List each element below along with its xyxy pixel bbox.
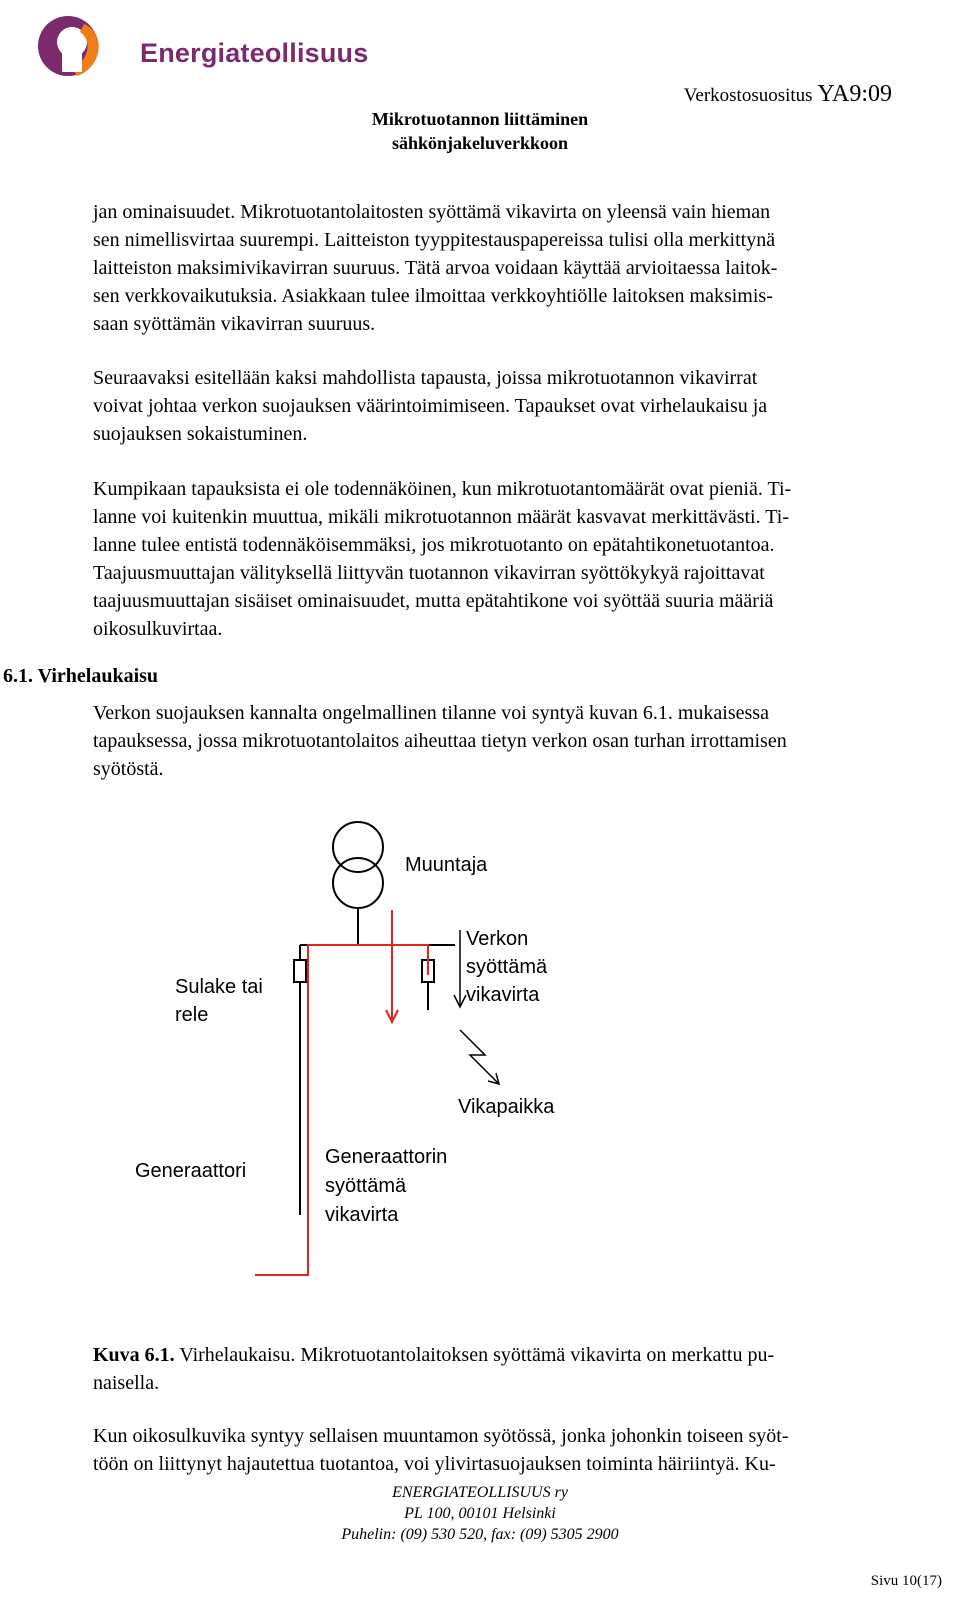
text-line: Seuraavaksi esitellään kaksi mahdollista tapausta, joissa mikrotuotannon vikavirrat [93,367,758,389]
label-generaattori: Generaattori [135,1160,247,1182]
text-line: sen verkkovaikutuksia. Asiakkaan tulee ilmoittaa verkkoyhtiölle laitoksen maksimis- [93,285,773,307]
document-title [300,107,660,155]
figure-virhelaukaisu [130,815,590,1285]
text-line: oikosulkuvirtaa. [93,618,223,640]
transformer-icon [333,822,383,908]
text-line: töön on liittynyt hajautettua tuotantoa, voi ylivirtasuojauksen toiminta häiriintyä. Ku- [93,1453,776,1475]
fault-lightning-icon [460,1030,498,1083]
paragraph-1 [93,198,923,338]
recommendation-code [684,81,892,108]
caption-label: Kuva 6.1. [93,1344,175,1366]
caption-text: naisella. [93,1372,160,1394]
label-verkon-1: Verkon [466,928,529,950]
label-sulake-1: Sulake tai [175,976,263,998]
footer-phone: Puhelin: (09) 530 520, fax: (09) 5305 2900 [341,1526,619,1543]
label-muuntaja: Muuntaja [405,854,488,876]
label-sulake-2: rele [175,1004,209,1026]
text-line: Taajuusmuuttajan välityksellä liittyvän tuotannon vikavirran syöttökykyä rajoittavat [93,562,765,584]
paragraph-3 [93,475,923,643]
page-number: Sivu 10(17) [870,1573,942,1589]
label-generaattorin-1: Generaattorin [325,1146,448,1168]
logo-wordmark: Energiateollisuus [140,38,369,68]
text-line: lanne tulee entistä todennäköisemmäksi, jos mikrotuotanto on epätahtikonetuotantoa. [93,534,775,556]
text-line: suojauksen sokaistuminen. [93,423,308,445]
footer-postal: PL 100, 00101 Helsinki [404,1505,556,1522]
text-line: Kumpikaan tapauksista ei ole todennäköinen, kun mikrotuotantomäärät ovat pieniä. Ti- [93,478,792,500]
text-line: laitteiston maksimivikavirran suuruus. Tätä arvoa voidaan käyttää arvioitaessa laitok- [93,257,778,279]
section-heading: 6.1. Virhelaukaisu [3,665,159,687]
footer-org: ENERGIATEOLLISUUS ry [392,1484,568,1501]
caption-text: Virhelaukaisu. Mikrotuotantolaitoksen syöttämä vikavirta on merkattu pu- [174,1344,775,1366]
figure-caption [93,1341,923,1397]
text-line: Verkon suojauksen kannalta ongelmallinen tilanne voi syntyä kuvan 6.1. mukaisessa [93,702,769,724]
text-line: tapauksessa, jossa mikrotuotantolaitos aiheuttaa tietyn verkon osan turhan irrottamisen [93,730,787,752]
label-generaattorin-3: vikavirta [325,1204,399,1226]
title-line-2: sähkönjakeluverkkoon [391,133,569,153]
paragraph-4 [93,699,923,783]
paragraph-2 [93,364,923,448]
text-line: syötöstä. [93,758,164,780]
fuse-icon [294,960,306,982]
company-logo [22,8,382,88]
text-line: Kun oikosulkuvika syntyy sellaisen muuntamon syötössä, jonka johonkin toiseen syöt- [93,1425,789,1447]
label-vikapaikka: Vikapaikka [458,1096,555,1118]
text-line: voivat johtaa verkon suojauksen väärintoimimiseen. Tapaukset ovat virhelaukaisu ja [93,395,768,417]
footer-address [300,1482,660,1545]
rec-label: Verkostosuositus [683,85,813,106]
paragraph-5 [93,1422,923,1478]
text-line: taajuusmuuttajan sisäiset ominaisuudet, mutta epätahtikone voi syöttää suuria määriä [93,590,774,612]
text-line: saan syöttämän vikavirran suuruus. [93,313,376,335]
rec-code: YA9:09 [817,81,892,107]
text-line: lanne voi kuitenkin muuttua, mikäli mikrotuotannon määrät kasvavat merkittävästi. Ti- [93,506,789,528]
text-line: sen nimellisvirtaa suurempi. Laitteiston tyyppitestauspapereissa tulisi olla merkittynä [93,229,776,251]
text-line: jan ominaisuudet. Mikrotuotantolaitosten syöttämä vikavirta on yleensä vain hieman [93,201,771,223]
logo-mark-icon [22,8,122,88]
label-verkon-3: vikavirta [466,984,540,1006]
label-generaattorin-2: syöttämä [325,1175,407,1197]
label-verkon-2: syöttämä [466,956,548,978]
title-line-1: Mikrotuotannon liittäminen [371,109,589,129]
